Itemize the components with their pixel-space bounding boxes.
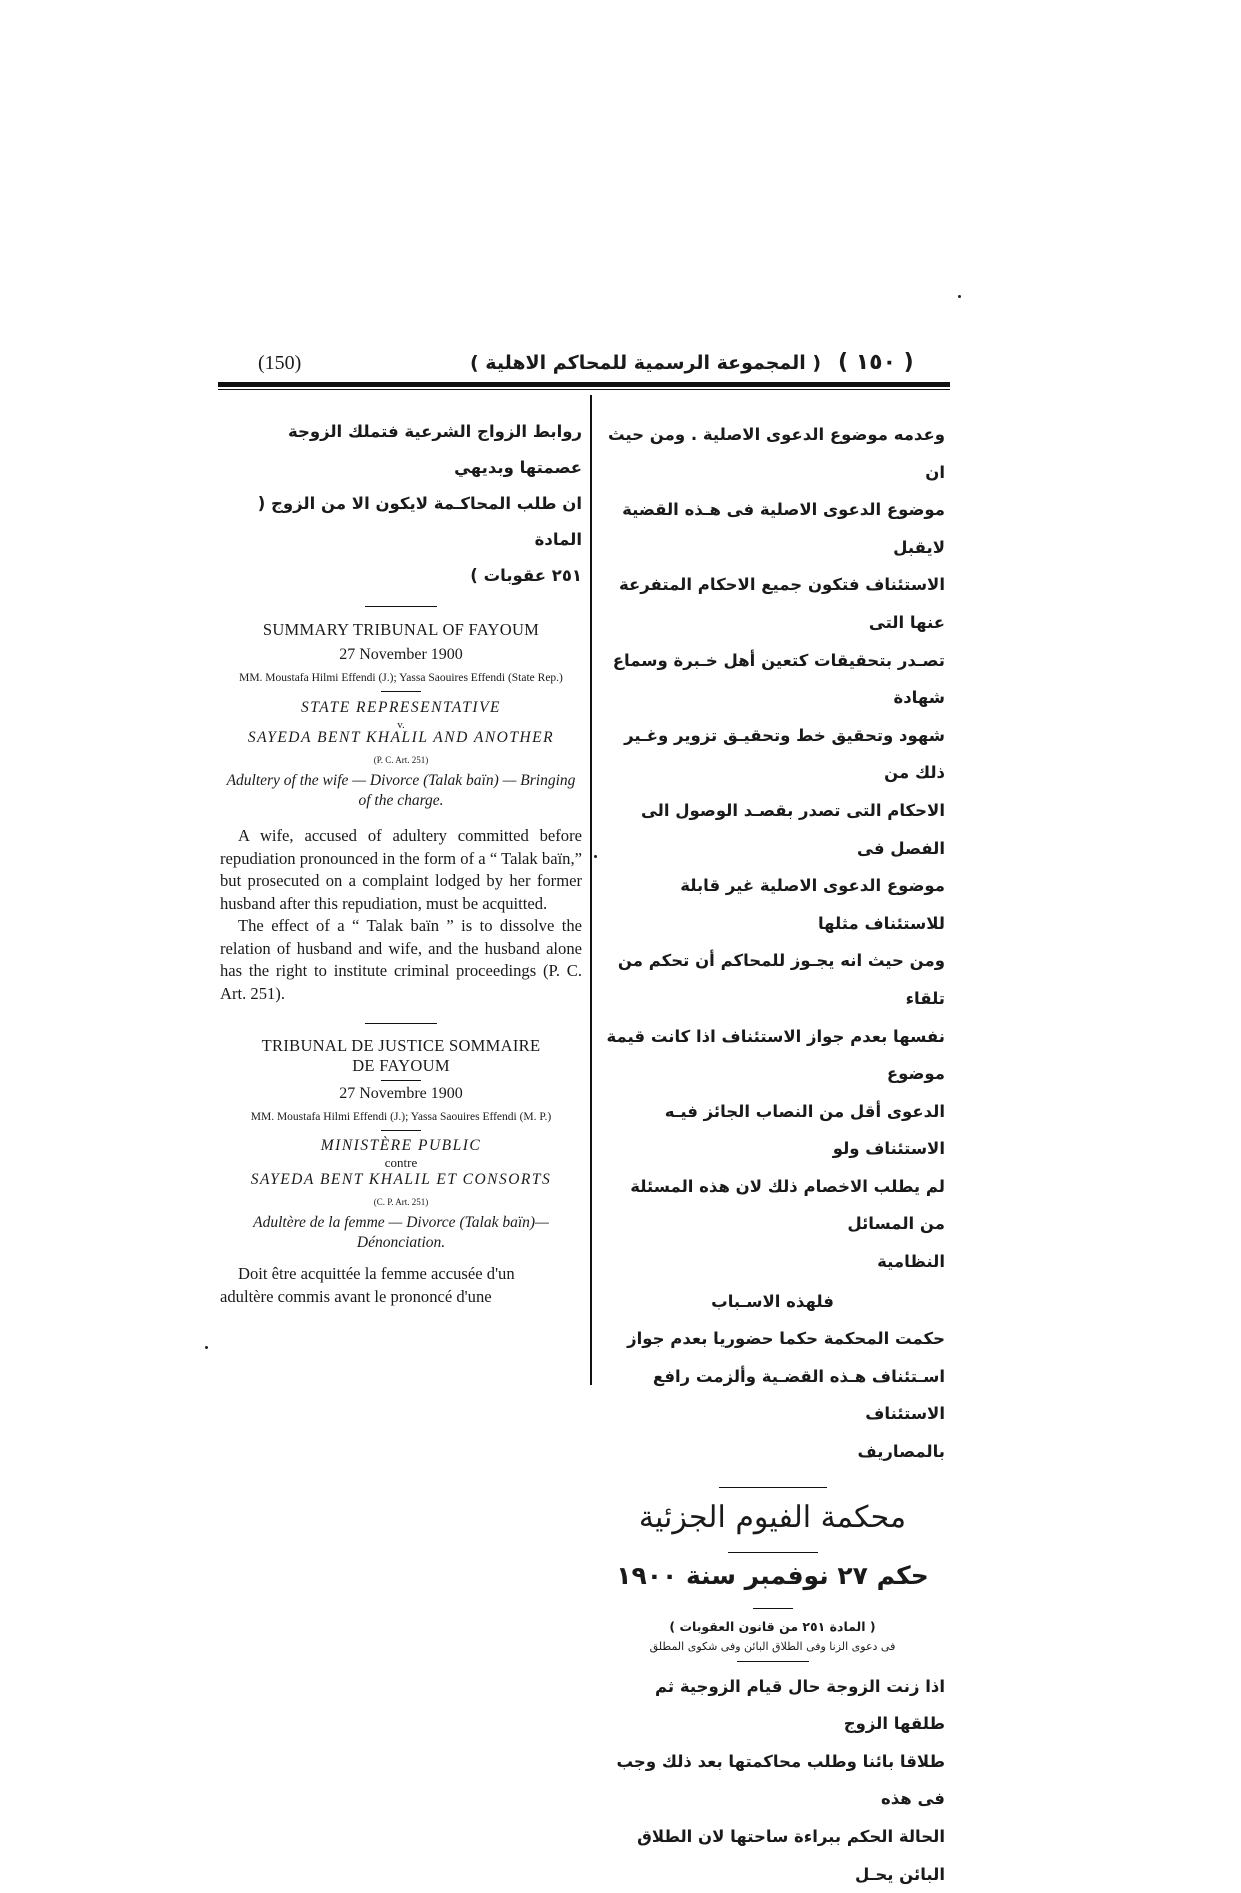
right-line-10: الدعوى أقل من النصاب الجائز فيـه الاستئناف ولو xyxy=(664,1101,945,1159)
left-column xyxy=(220,414,582,1308)
separator xyxy=(381,1130,421,1131)
judgment-date-ar: حكم ٢٧ نوفمبر سنة ١٩٠٠ xyxy=(616,1560,929,1590)
paragraph-fr-line-1: Doit être acquittée la femme accusée d'un xyxy=(238,1264,515,1283)
right-line-8: ومن حيث انه يجـوز للمحاكم أن تحكم من تلقاء xyxy=(617,951,945,1008)
right-line-2: موضوع الدعوى الاصلية فى هـذه القضية لايقبل xyxy=(622,500,945,557)
header-rule-thin xyxy=(218,389,950,390)
subtitle-ar: فى دعوى الزنا وفى الطلاق البائن وفى شكوى المطلق xyxy=(649,1639,896,1653)
separator xyxy=(365,1023,437,1024)
court-name-fr-2: DE FAYOUM xyxy=(352,1056,450,1075)
page-number-en: (150) xyxy=(258,352,302,374)
ruling-line-2: اسـتئناف هـذه القضـية وألزمت رافع الاستئناف xyxy=(652,1366,945,1424)
right-line-3: الاستئناف فتكون جميع الاحكام المتفرعة عنها التى xyxy=(618,575,945,632)
page-number-ar: ( ١٥٠ ) xyxy=(838,350,914,375)
final-line-3: الحالة الحكم ببراءة ساحتها لان الطلاق البائن يحـل xyxy=(637,1827,945,1884)
left-arabic-line-2: ان طلب المحاكـمة لايكون الا من الزوج ( المادة xyxy=(257,494,582,549)
versus: v. xyxy=(397,719,405,731)
ruling-line-3: بالمصاريف xyxy=(857,1442,945,1462)
right-line-1: وعدمه موضوع الدعوى الاصلية . ومن حيث ان xyxy=(607,425,945,482)
left-arabic-line-3: ٢٥١ عقوبات ) xyxy=(470,566,582,585)
reasons-heading: فلهذه الاسـباب xyxy=(711,1291,834,1311)
separator xyxy=(728,1552,818,1553)
paragraph-fr-line-2: adultère commis avant le prononcé d'une xyxy=(220,1286,492,1306)
judges-en: MM. Moustafa Hilmi Effendi (J.); Yassa Saouires Effendi (State Rep.) xyxy=(239,672,563,684)
separator xyxy=(381,691,421,692)
separator xyxy=(719,1487,827,1488)
final-line-2: طلاقا بائنا وطلب محاكمتها بعد ذلك وجب فى هذه xyxy=(616,1751,945,1809)
party-state-rep: STATE REPRESENTATIVE xyxy=(300,699,502,716)
header-rule-thick xyxy=(218,382,950,387)
judges-fr: MM. Moustafa Hilmi Effendi (J.); Yassa Saouires Effendi (M. P.) xyxy=(250,1111,552,1123)
right-line-7: موضوع الدعوى الاصلية غير قابلة للاستئناف مثلها xyxy=(680,876,945,933)
contre: contre xyxy=(384,1155,418,1170)
right-line-11: لم يطلب الاخصام ذلك لان هذه المسئلة من المسائل xyxy=(630,1176,945,1234)
party-defendant-en: SAYEDA BENT KHALIL AND ANOTHER xyxy=(247,729,555,746)
subject-en: Adultery of the wife — Divorce (Talak baïn) — Bringing of the charge. xyxy=(226,772,576,809)
article-ref-ar: ( المادة ٢٥١ من قانون العقوبات ) xyxy=(669,1618,876,1634)
paragraph-en-1: A wife, accused of adultery committed before repudiation pronounced in the form of a “ Talak baïn,” but prosecuted on a complaint lodged by her former husband after this repudiation, must be acquitted. xyxy=(220,826,582,913)
separator xyxy=(381,1080,421,1081)
right-line-9: نفسها بعدم جواز الاستئناف اذا كانت قيمة موضوع xyxy=(606,1026,945,1084)
article-en: (P. C. Art. 251) xyxy=(373,755,429,765)
party-defendant-fr: SAYEDA BENT KHALIL ET CONSORTS xyxy=(250,1171,552,1188)
final-line-1: اذا زنت الزوجة حال قيام الزوجية ثم طلقها الزوج xyxy=(654,1676,945,1734)
right-line-12: النظامية xyxy=(877,1252,945,1272)
right-line-4: تصـدر بتحقيقات كتعين أهل خـبرة وسماع شهادة xyxy=(612,650,945,708)
scan-speck xyxy=(205,1346,208,1349)
ruling-line-1: حكمت المحكمة حكما حضوريا بعدم جواز xyxy=(627,1329,945,1349)
date-fr: 27 Novembre 1900 xyxy=(339,1085,463,1102)
scan-speck xyxy=(594,855,597,858)
court-name-en: SUMMARY TRIBUNAL OF FAYOUM xyxy=(262,620,540,639)
journal-title-ar: ( المجموعة الرسمية للمحاكم الاهلية ) xyxy=(470,352,822,374)
left-arabic-line-1: روابط الزواج الشرعية فتملك الزوجة عصمتها وبديهي xyxy=(287,422,582,477)
right-line-6: الاحكام التى تصدر بقصـد الوصول الى الفصل فى xyxy=(640,800,945,858)
subject-fr: Adultère de la femme — Divorce (Talak baïn)— Dénonciation. xyxy=(253,1214,549,1251)
party-ministere-public: MINISTÈRE PUBLIC xyxy=(320,1137,482,1154)
court-name-fr-1: TRIBUNAL DE JUSTICE SOMMAIRE xyxy=(261,1036,541,1055)
separator xyxy=(365,606,437,607)
paragraph-en-2: The effect of a “ Talak baïn ” is to dissolve the relation of husband and wife, and the husband alone has the right to institute criminal proceedings (P. C. Art. 251). xyxy=(220,916,582,1003)
scan-speck xyxy=(958,295,961,298)
article-fr: (C. P. Art. 251) xyxy=(373,1197,429,1207)
date-en: 27 November 1900 xyxy=(339,646,463,663)
separator xyxy=(753,1608,793,1609)
right-line-5: شهود وتحقيق خط وتحقيـق تزوير وغـير ذلك من xyxy=(624,725,945,783)
separator xyxy=(737,1661,809,1662)
court-heading-ar: محكمة الفيوم الجزئية xyxy=(638,1499,907,1535)
column-divider xyxy=(590,395,592,1385)
right-column xyxy=(600,416,945,1893)
